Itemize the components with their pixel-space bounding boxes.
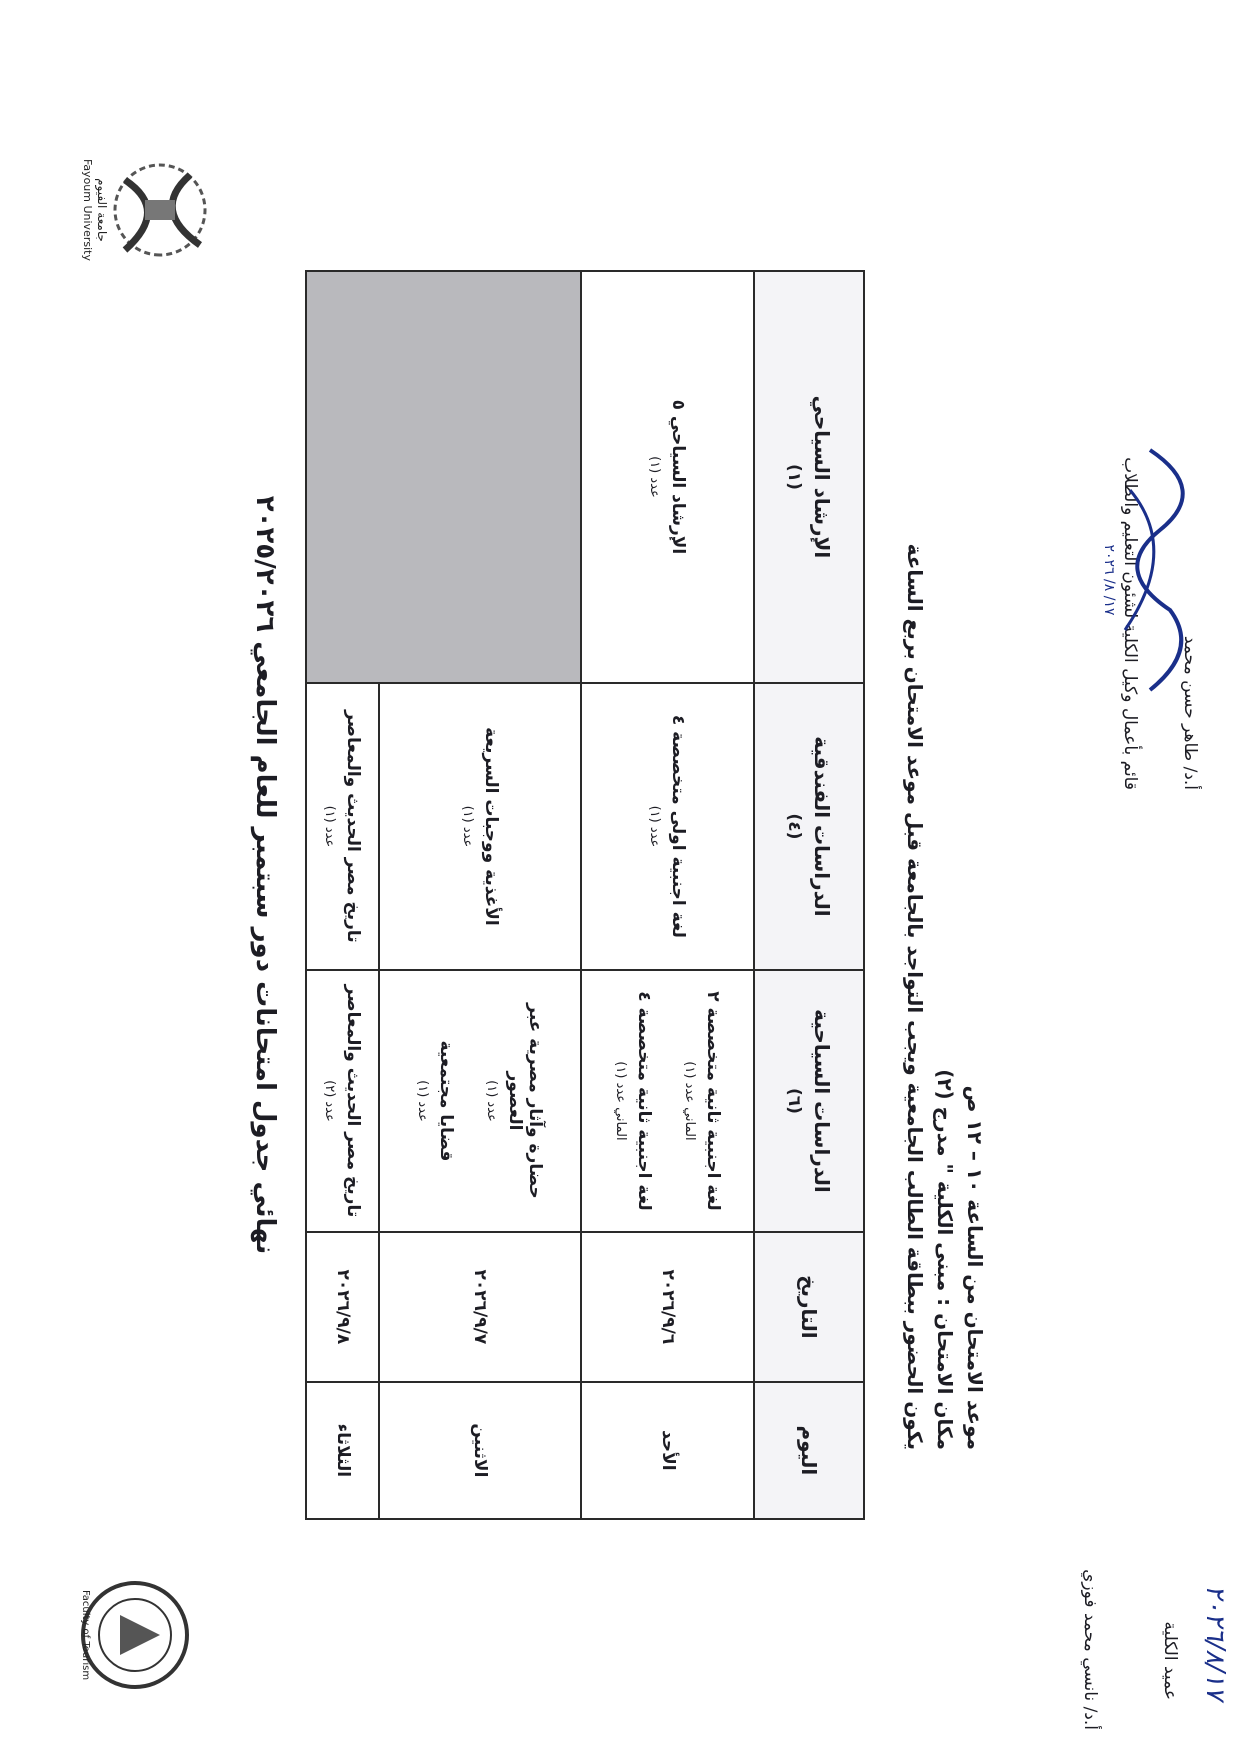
header-tourism-studies: الدراسات السياحية (٦) [754,970,864,1232]
cell-hotel-studies: لغة اجنبية اولى متخصصة ٤ عدد (١) [581,683,754,970]
cell-date: ٢٠٢٦/٩/٦ [581,1232,754,1382]
vice-dean-signature-date: ١٧/ ٨/ ٢٠٢٦ [1101,544,1117,616]
vice-dean-name: أ.د/ طاهر حسن محمد [1180,635,1200,790]
header-day: اليوم [754,1382,864,1519]
logo-text-en: Fayoum University [81,159,94,261]
header-date: التاريخ [754,1232,864,1382]
faculty-seal-logo [75,1570,195,1700]
note-location: مكان الامتحان : مبنى الكلية " مدرج (٢) [933,1069,957,1450]
dean-title: عميد الكلية [1160,1621,1180,1700]
vice-dean-signature [1100,430,1220,730]
header-hotel-studies: الدراسات الفندقية (٤) [754,683,864,970]
cell-date: ٢٠٢٦/٩/٨ [306,1232,379,1382]
table-row [379,271,581,1519]
note-attendance: يكون الحضور ببطاقة الطالب الجامعية ويجب التواجد بالجامعة قبل موعد الامتحان بربع الساعة [903,543,927,1450]
seal-text: Faculty of Tourism [80,1589,91,1681]
cell-hotel-studies: تاريخ مصر الحديث والمعاصر عدد (١) [306,683,379,970]
cell-hotel-studies: الأغذية ووجبات السريعة عدد (١) [379,683,581,970]
cell-tourism-studies: حضارة وآثار مصرية عبر العصور عدد (١) قضايا مجتمعية عدد (١) [379,970,581,1232]
exam-notes [900,250,990,1450]
table-header-row [754,271,864,1519]
cell-day: الاثنين [379,1382,581,1519]
cell-tour-guidance-empty [306,271,581,683]
logo-text-ar: جامعة الفيوم [95,178,109,242]
fayoum-university-logo [80,145,220,275]
vice-dean-title: قائم بأعمال وكيل الكلية لشئون التعليم والطلاب [1120,457,1140,790]
table-row [581,271,754,1519]
cell-date: ٢٠٢٦/٩/٧ [379,1232,581,1382]
dean-signature-date: ٢٠٢٦/٨/١٧ [1200,1584,1230,1700]
cell-tourism-studies: تاريخ مصر الحديث والمعاصر عدد (٢) [306,970,379,1232]
exam-schedule-table [305,270,865,1520]
header-tour-guidance: الإرشاد السياحي (١) [754,271,864,683]
page-title: نهائي جدول امتحانات دور سبتمبر للعام الجامعي ٢٠٢٥/٢٠٢٦ [250,495,280,1255]
cell-tour-guidance: الإرشاد السياحي ٥ عدد (١) [581,271,754,683]
cell-tourism-studies: لغة اجنبية ثانية متخصصة ٢ الماني عدد (١) لغة اجنبية ثانية متخصصة ٤ الماني عدد (١) [581,970,754,1232]
cell-day: الثلاثاء [306,1382,379,1519]
note-time: موعد الامتحان من الساعة ١٠ – ١٢ ص [963,1085,987,1450]
dean-name: أ.د/ نانسي محمد فوزي [1080,1569,1100,1730]
cell-day: الأحد [581,1382,754,1519]
